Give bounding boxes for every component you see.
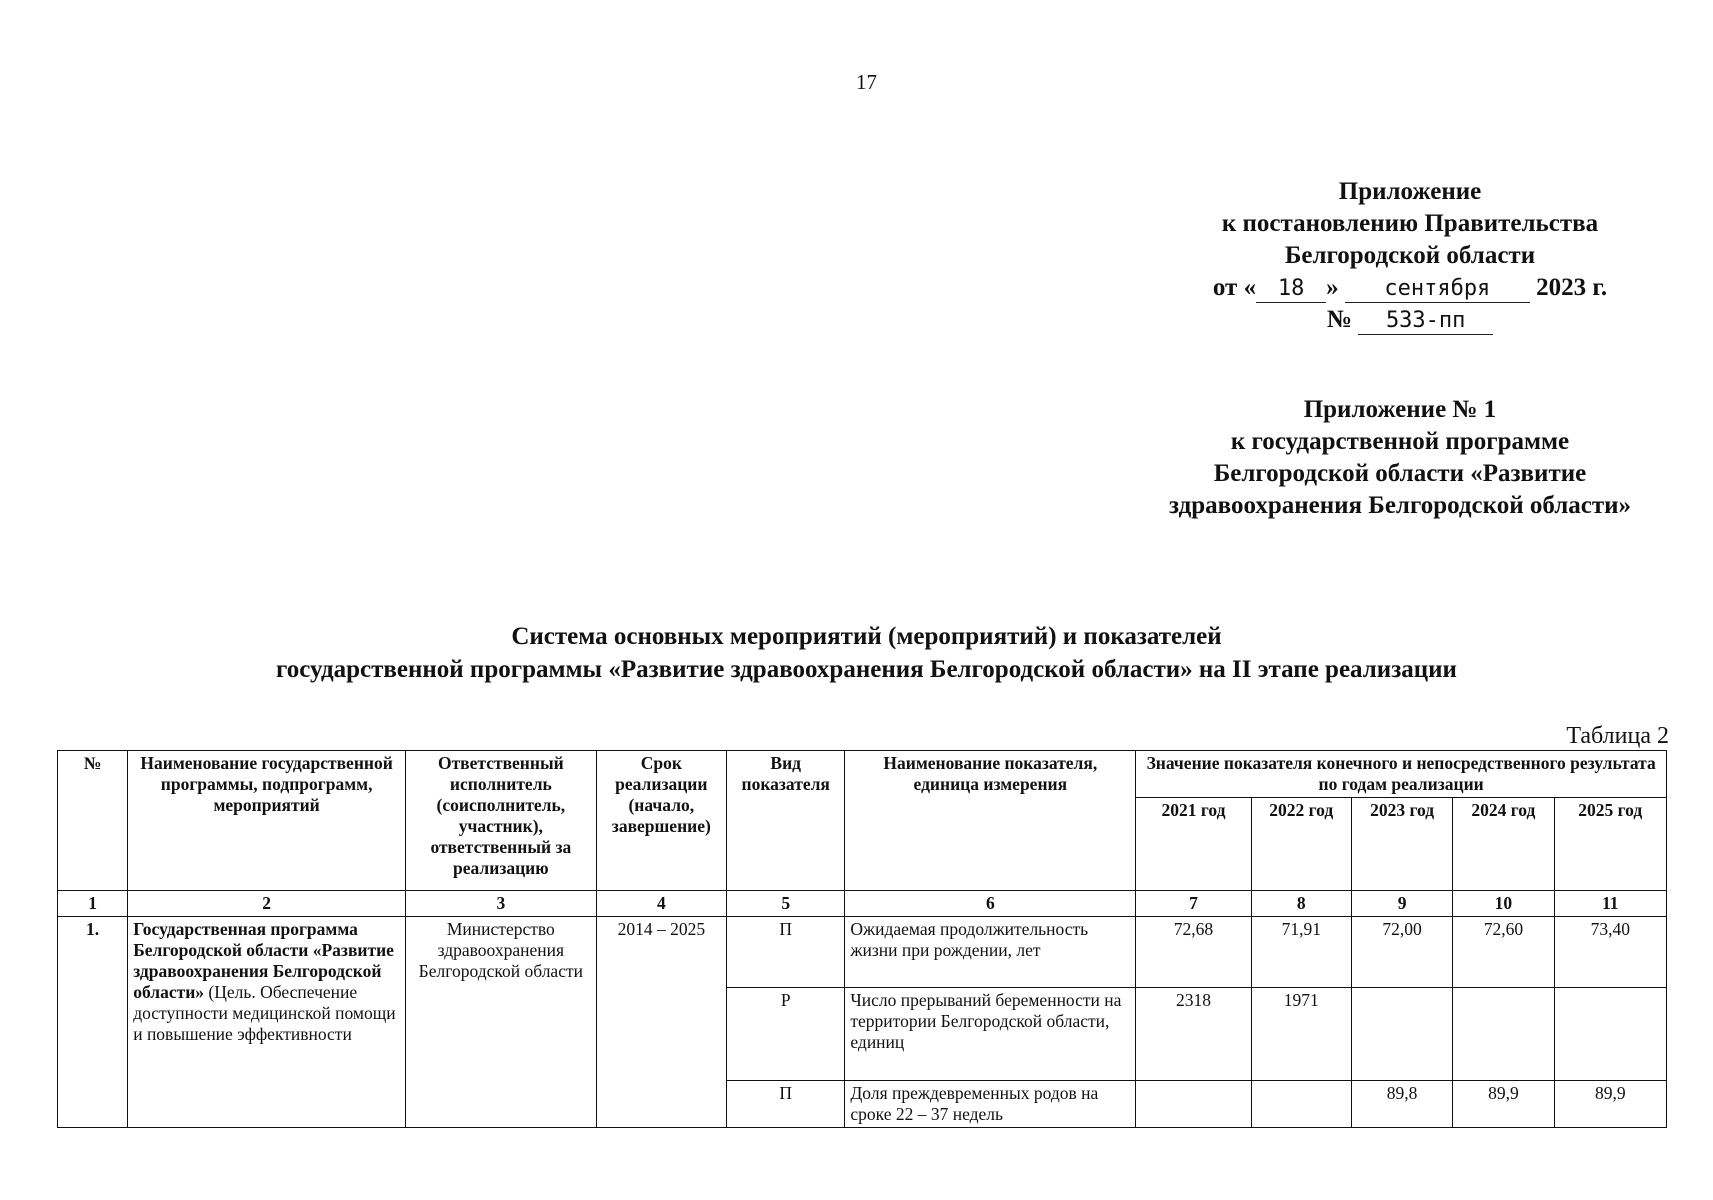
row-number: 1. bbox=[58, 917, 128, 1128]
indicator-value: 72,60 bbox=[1453, 917, 1554, 988]
date-mid: » bbox=[1326, 274, 1339, 301]
appendix-title: Приложение bbox=[1338, 178, 1482, 205]
number-prefix: № bbox=[1326, 306, 1352, 333]
indicator-value bbox=[1351, 988, 1452, 1081]
appendix-resolution-block bbox=[1180, 176, 1640, 336]
indicator-value: 89,8 bbox=[1351, 1081, 1452, 1128]
date-month: сентября bbox=[1345, 276, 1530, 303]
indicator-value: 72,00 bbox=[1351, 917, 1452, 988]
indicator-kind: П bbox=[727, 1081, 845, 1128]
column-number: 5 bbox=[727, 891, 845, 917]
indicator-value bbox=[1136, 1081, 1251, 1128]
header-year-2025: 2025 год bbox=[1554, 798, 1666, 891]
indicator-kind: Р bbox=[727, 988, 845, 1081]
indicator-value bbox=[1554, 988, 1666, 1081]
header-year-2021: 2021 год bbox=[1136, 798, 1251, 891]
date-prefix: от « bbox=[1212, 274, 1257, 301]
indicator-value: 1971 bbox=[1251, 988, 1351, 1081]
appendix-date-line bbox=[1180, 272, 1640, 304]
header-indicator: Наименование показателя, единица измерения bbox=[845, 751, 1136, 891]
term-cell: 2014 – 2025 bbox=[596, 917, 726, 1128]
column-number: 11 bbox=[1554, 891, 1666, 917]
column-number: 10 bbox=[1453, 891, 1554, 917]
header-row-1 bbox=[58, 751, 1667, 798]
column-number-row bbox=[58, 891, 1667, 917]
appendix-program-block bbox=[1130, 394, 1670, 522]
appendix-line-region: Белгородской области bbox=[1284, 242, 1536, 269]
indicator-value: 89,9 bbox=[1453, 1081, 1554, 1128]
program-name-cell bbox=[128, 917, 406, 1128]
appendix-program-line4: здравоохранения Белгородской области» bbox=[1168, 492, 1632, 519]
column-number: 3 bbox=[406, 891, 597, 917]
indicator-value: 73,40 bbox=[1554, 917, 1666, 988]
program-name: Государственная программа Белгородской области «Развитие здравоохранения Белгородской области» bbox=[133, 919, 394, 1002]
document-title bbox=[0, 620, 1713, 686]
appendix-program-line2: к государственной программе bbox=[1230, 428, 1570, 455]
title-line-2: государственной программы «Развитие здравоохранения Белгородской области» на II этапе реализации bbox=[276, 656, 1457, 683]
indicator-name: Число прерываний беременности на территории Белгородской области, единиц bbox=[845, 988, 1136, 1081]
column-number: 6 bbox=[845, 891, 1136, 917]
indicator-value: 72,68 bbox=[1136, 917, 1251, 988]
program-goal: (Цель. Обеспечение доступности медицинской помощи и повышение эффективности bbox=[133, 982, 396, 1044]
column-number: 7 bbox=[1136, 891, 1251, 917]
header-year-2024: 2024 год bbox=[1453, 798, 1554, 891]
indicator-value bbox=[1251, 1081, 1351, 1128]
indicator-kind: П bbox=[727, 917, 845, 988]
header-year-2022: 2022 год bbox=[1251, 798, 1351, 891]
title-line-1: Система основных мероприятий (мероприятий) и показателей bbox=[511, 623, 1222, 650]
header-no: № bbox=[58, 751, 128, 891]
header-name: Наименование государственной программы, подпрограмм, мероприятий bbox=[128, 751, 406, 891]
executor-cell: Министерство здравоохранения Белгородской области bbox=[406, 917, 597, 1128]
header-executor: Ответственный исполнитель (соисполнитель, участник), ответственный за реализацию bbox=[406, 751, 597, 891]
appendix-line-resolution: к постановлению Правительства bbox=[1221, 210, 1599, 237]
indicator-value: 89,9 bbox=[1554, 1081, 1666, 1128]
column-number: 4 bbox=[596, 891, 726, 917]
indicator-name: Доля преждевременных родов на сроке 22 – 37 недель bbox=[845, 1081, 1136, 1128]
indicator-name: Ожидаемая продолжительность жизни при рождении, лет bbox=[845, 917, 1136, 988]
appendix-program-title: Приложение № 1 bbox=[1303, 396, 1497, 423]
measures-table bbox=[57, 750, 1667, 1128]
table-label: Таблица 2 bbox=[1566, 723, 1669, 749]
indicator-value: 2318 bbox=[1136, 988, 1251, 1081]
page-number: 17 bbox=[856, 70, 877, 94]
header-term: Срок реализации (начало, завершение) bbox=[596, 751, 726, 891]
table-row bbox=[58, 917, 1667, 988]
column-number: 1 bbox=[58, 891, 128, 917]
column-number: 2 bbox=[128, 891, 406, 917]
resolution-number: 533-пп bbox=[1358, 308, 1493, 335]
appendix-number-line bbox=[1180, 304, 1640, 336]
date-year: 2023 г. bbox=[1536, 274, 1608, 301]
header-values-group: Значение показателя конечного и непосредственного результата по годам реализации bbox=[1136, 751, 1667, 798]
header-kind: Вид показателя bbox=[727, 751, 845, 891]
appendix-program-line3: Белгородской области «Развитие bbox=[1213, 460, 1587, 487]
column-number: 9 bbox=[1351, 891, 1452, 917]
header-year-2023: 2023 год bbox=[1351, 798, 1452, 891]
indicator-value bbox=[1453, 988, 1554, 1081]
indicator-value: 71,91 bbox=[1251, 917, 1351, 988]
date-day: 18 bbox=[1256, 276, 1326, 303]
column-number: 8 bbox=[1251, 891, 1351, 917]
